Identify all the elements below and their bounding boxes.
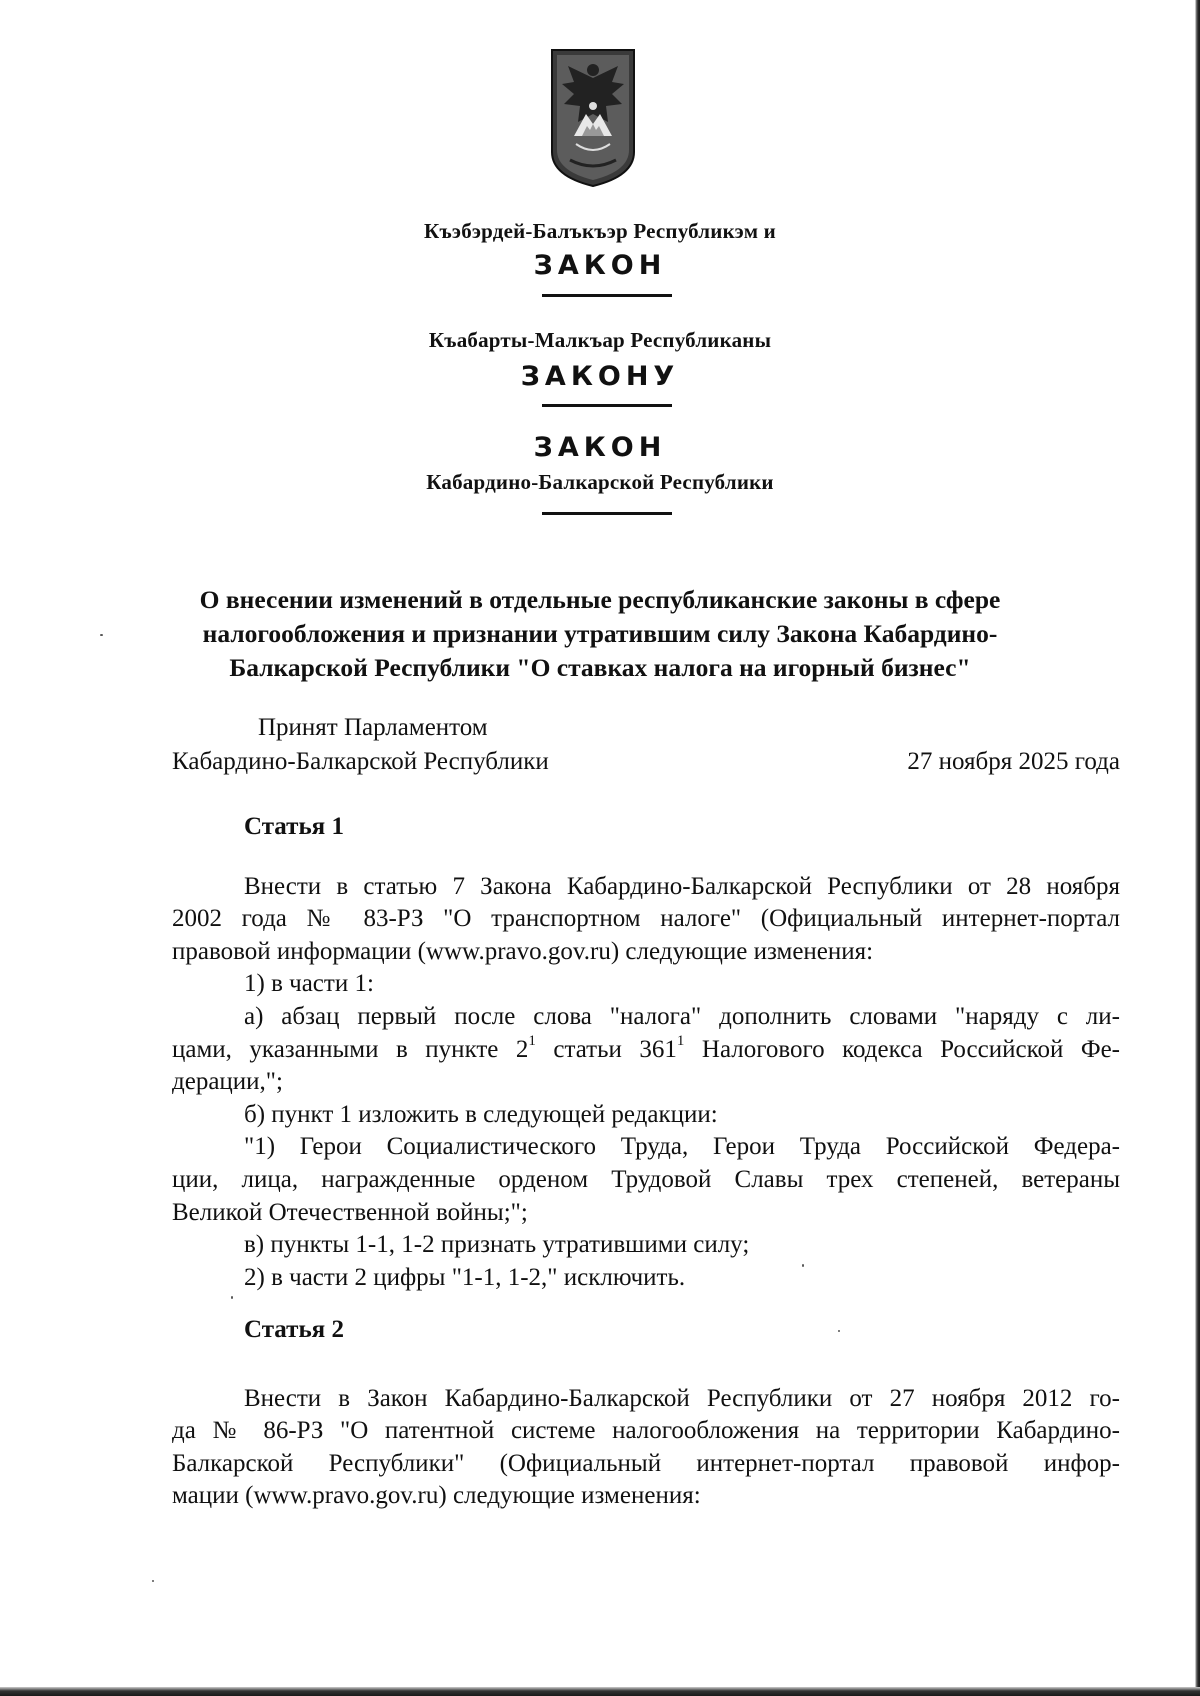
paragraph-line: б) пункт 1 изложить в следующей редакции: xyxy=(244,1100,718,1128)
paragraph-line: ции, лица, награжденные орденом Трудовой Славы трех степеней, ветераны xyxy=(172,1165,1120,1193)
divider xyxy=(542,512,672,515)
russian-law-heading: ЗАКОН xyxy=(533,432,667,463)
kabardian-republic-heading: Къэбэрдей-Балъкъэр Республикэм и xyxy=(424,219,776,243)
coat-of-arms-icon xyxy=(550,48,636,188)
paragraph-line: 1) в части 1: xyxy=(244,970,374,998)
scan-speck xyxy=(152,1580,154,1582)
divider xyxy=(542,404,672,407)
scan-speck xyxy=(838,1330,840,1332)
paragraph-line: да № 86-РЗ "О патентной системе налогообложения на территории Кабардино- xyxy=(172,1417,1120,1445)
adoption-line-2: Кабардино-Балкарской Республики xyxy=(172,748,549,775)
paragraph-line: правовой информации (www.pravo.gov.ru) следующие изменения: xyxy=(172,937,874,965)
paragraph-line: Внести в статью 7 Закона Кабардино-Балкарской Республики от 28 ноября xyxy=(244,872,1120,900)
paragraph-line: "1) Герои Социалистического Труда, Герои Труда Российской Федера- xyxy=(244,1133,1120,1161)
paragraph-line: мации (www.pravo.gov.ru) следующие изменения: xyxy=(172,1482,701,1510)
scan-speck xyxy=(802,1264,804,1267)
scan-speck xyxy=(231,1296,233,1299)
law-title xyxy=(140,583,1060,685)
kabardian-law-heading: ЗАКОН xyxy=(533,250,667,281)
paragraph-line: Балкарской Республики" (Официальный интернет-портал правовой инфор- xyxy=(172,1449,1120,1477)
paragraph-line: в) пункты 1-1, 1-2 признать утратившими силу; xyxy=(244,1231,750,1259)
article-1 xyxy=(172,811,1120,1294)
article-heading: Статья 1 xyxy=(244,813,344,840)
adoption-line-1: Принят Парламентом xyxy=(258,714,488,741)
article-heading: Статья 2 xyxy=(244,1316,344,1343)
paragraph-line: а) абзац первый после слова "налога" дополнить словами "наряду с ли- xyxy=(244,1002,1120,1030)
title-line: налогообложения и признании утратившим силу Закона Кабардино- xyxy=(202,619,998,648)
paragraph-line: 2002 года № 83-РЗ "О транспортном налоге" (Официальный интернет-портал xyxy=(172,905,1120,933)
title-line: О внесении изменений в отдельные республиканские законы в сфере xyxy=(199,585,1001,614)
paragraph-line: дерации,"; xyxy=(172,1068,283,1096)
paragraph-line: 2) в части 2 цифры "1-1, 1-2," исключить. xyxy=(244,1263,686,1291)
paragraph-line: цами, указанными в пункте $2^1$ статьи $361^1$ Налогового кодекса Российской Фе- xyxy=(172,1033,1120,1063)
paragraph-line: Внести в Закон Кабардино-Балкарской Республики от 27 ноября 2012 го- xyxy=(244,1384,1120,1412)
balkar-republic-heading: Къабарты-Малкъар Республиканы xyxy=(428,328,772,352)
paragraph-line: Великой Отечественной войны;"; xyxy=(172,1198,528,1226)
title-line: Балкарской Республики "О ставках налога на игорный бизнес" xyxy=(229,653,971,682)
divider xyxy=(542,294,672,297)
scan-speck xyxy=(100,634,103,636)
article-2 xyxy=(172,1314,1120,1513)
adoption-date: 27 ноября 2025 года xyxy=(907,748,1120,775)
balkar-law-heading: ЗАКОНУ xyxy=(520,361,680,392)
scan-edge-right xyxy=(1186,0,1200,1696)
scan-edge-bottom xyxy=(0,1687,1200,1696)
russian-republic-heading: Кабардино-Балкарской Республики xyxy=(426,470,774,494)
